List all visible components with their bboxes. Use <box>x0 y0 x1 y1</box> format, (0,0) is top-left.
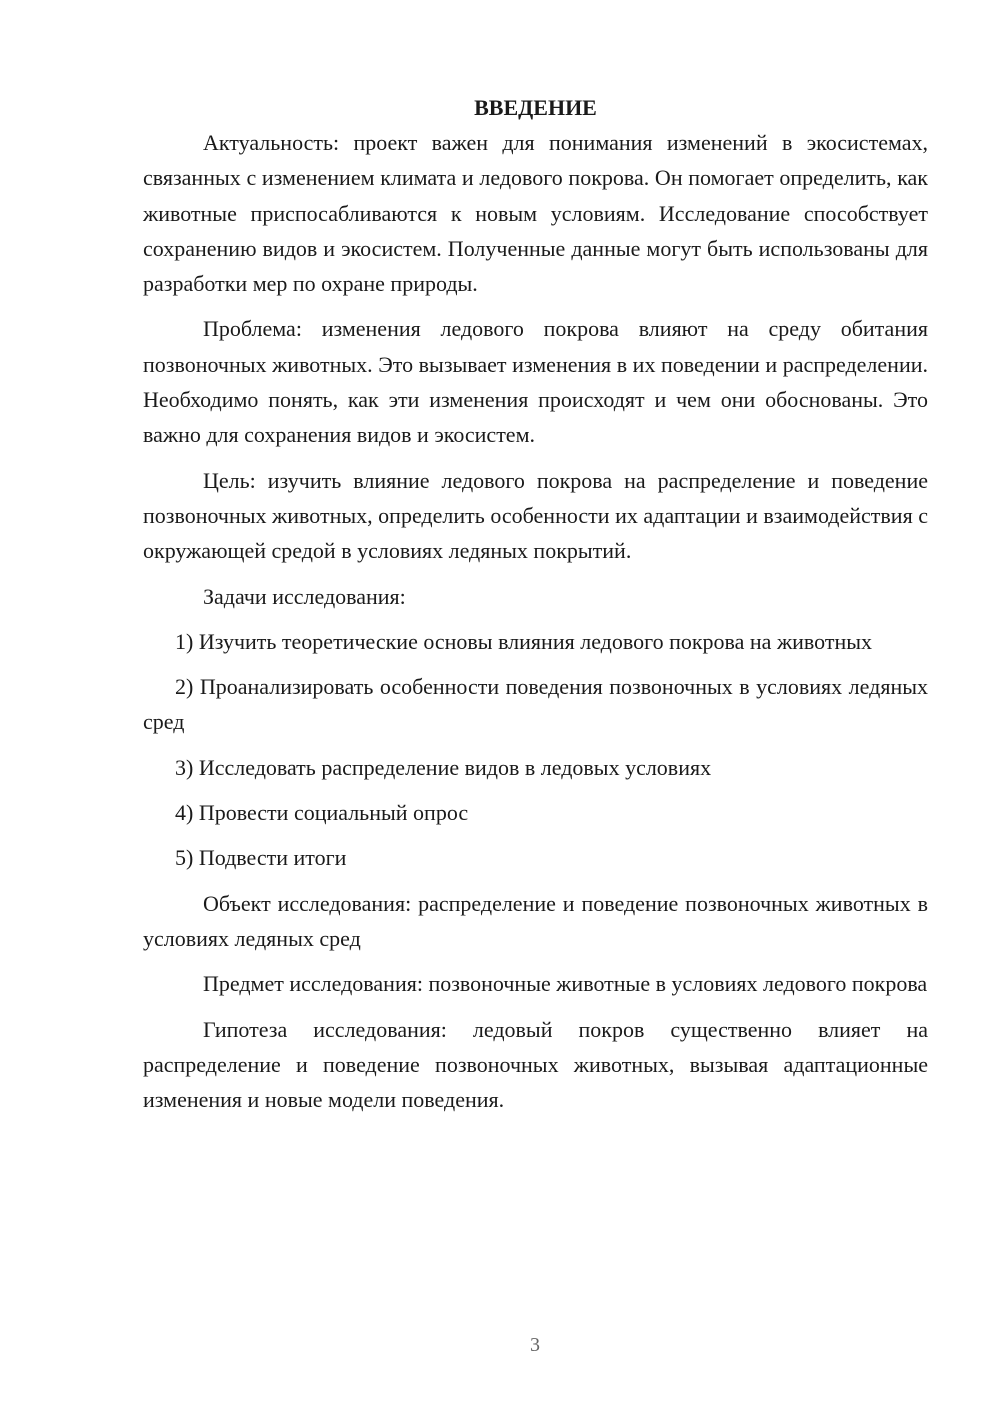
subject-paragraph: Предмет исследования: позвоночные животные в условиях ледового покрова <box>203 971 928 997</box>
goal-paragraph: Цель: изучить влияние ледового покрова на распределение и поведение позвоночных животных, определить особенности их адаптации и взаимодействия с окружающей средой в условиях ледяных покрытий. <box>143 467 928 564</box>
page-number: 3 <box>530 1334 540 1356</box>
relevance-paragraph: Актуальность: проект важен для понимания изменений в экосистемах, связанных с изменением климата и ледового покрова. Он помогает определить, как животные приспосабливаются к новым условиям. Исследование способствует сохранению видов и экосистем. Полученные данные могут быть использованы для разработки мер по охране природы. <box>143 130 928 297</box>
task-item-2: 2) Проанализировать особенности поведения позвоночных в условиях ледяных сред <box>143 674 928 735</box>
problem-paragraph: Проблема: изменения ледового покрова влияют на среду обитания позвоночных животных. Это вызывает изменения в их поведении и распределении. Необходимо понять, как эти изменения происходят и чем они обоснованы. Это важно для сохранения видов и экосистем. <box>143 316 928 448</box>
section-title: ВВЕДЕНИЕ <box>474 95 597 120</box>
task-item-3: 3) Исследовать распределение видов в ледовых условиях <box>175 754 712 780</box>
document-page <box>143 90 928 1117</box>
task-item-5: 5) Подвести итоги <box>175 845 347 871</box>
tasks-heading: Задачи исследования: <box>203 583 406 609</box>
task-item-4: 4) Провести социальный опрос <box>175 800 469 826</box>
hypothesis-paragraph: Гипотеза исследования: ледовый покров существенно влияет на распределение и поведение позвоночных животных, вызывая адаптационные изменения и новые модели поведения. <box>143 1016 928 1113</box>
task-item-1: 1) Изучить теоретические основы влияния ледового покрова на животных <box>175 628 873 654</box>
object-paragraph: Объект исследования: распределение и поведение позвоночных животных в условиях ледяных сред <box>143 890 928 951</box>
